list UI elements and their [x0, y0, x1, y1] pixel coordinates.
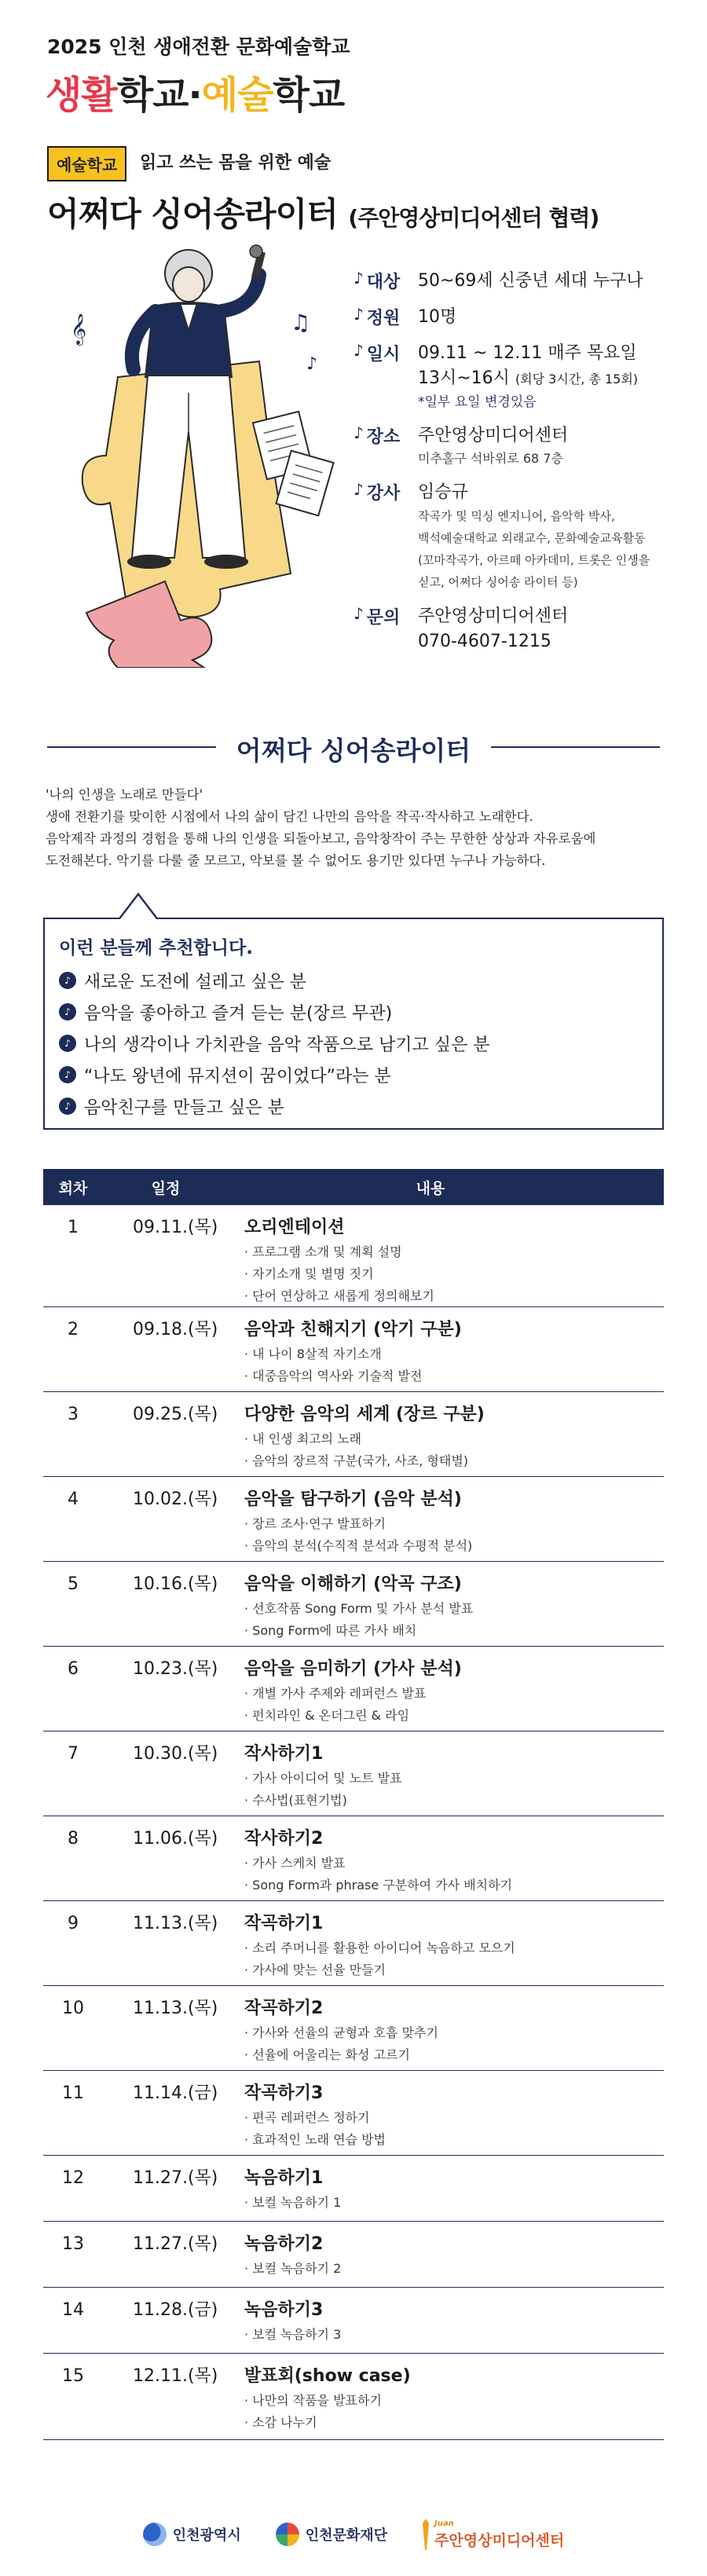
recommend-list	[59, 965, 490, 1122]
info-date-line1: 09.11 ~ 12.11 매주 목요일	[418, 343, 637, 363]
info-date-label: 일시	[366, 345, 401, 365]
info-target	[354, 269, 683, 294]
row-item: · 음악의 분석(수직적 분석과 수평적 분석)	[244, 1535, 664, 1557]
row-title: 녹음하기3	[244, 2300, 324, 2320]
row-date: 12.11.(목)	[133, 2366, 218, 2386]
course-title-text: 어쩌다 싱어송라이터	[47, 195, 338, 233]
row-content	[229, 2082, 664, 2155]
info-date-warning: *일부 요일 변경있음	[418, 394, 537, 410]
row-content	[229, 2365, 664, 2439]
speech-notch-inner	[120, 896, 156, 919]
intro-line: 생애 전환기를 맞이한 시점에서 나의 삶이 담긴 나만의 음악을 작곡·작사하고 노래한다.	[46, 809, 533, 824]
table-row	[43, 2156, 664, 2222]
row-content	[229, 1488, 664, 1561]
table-row	[43, 2071, 664, 2156]
row-item: · Song Form에 따른 가사 배치	[244, 1620, 664, 1642]
row-title: 녹음하기1	[244, 2168, 324, 2188]
row-date: 11.13.(목)	[133, 1914, 218, 1933]
info-instructor-desc: (꼬마작곡가, 아르떼 아카데미, 트롯은 인생을	[418, 553, 650, 567]
info-list	[354, 269, 683, 665]
row-item-list	[244, 1683, 664, 1727]
row-content	[229, 1742, 664, 1816]
info-place	[354, 423, 683, 469]
info-contact-phone: 070-4607-1215	[418, 632, 551, 651]
row-date: 11.27.(목)	[133, 2234, 218, 2254]
header-content: 내용	[416, 1179, 445, 1197]
table-row	[43, 2354, 664, 2440]
program-year: 2025 인천 생애전환 문화예술학교	[47, 35, 350, 58]
row-session-number: 12	[62, 2168, 84, 2188]
row-item: · 내 나이 8살적 자기소개	[244, 1343, 664, 1365]
section-heading	[47, 731, 660, 766]
row-content	[229, 1318, 664, 1391]
row-item: · 자기소개 및 별명 짓기	[244, 1263, 664, 1285]
row-item: · 대중음악의 역사와 기술적 발전	[244, 1365, 664, 1387]
row-session-number: 6	[68, 1659, 79, 1679]
header-session: 회차	[58, 1179, 88, 1197]
table-row	[43, 1392, 664, 1477]
music-note-icon: ♫	[291, 310, 311, 335]
row-title: 녹음하기2	[244, 2234, 324, 2254]
row-item-list	[244, 1937, 664, 1981]
row-title: 다양한 음악의 세계 (장르 구분)	[244, 1405, 485, 1424]
music-note-icon: ♪	[354, 305, 364, 324]
info-contact	[354, 604, 683, 654]
row-item-list	[244, 2258, 664, 2280]
incheon-foundation-logo: 인천문화재단	[276, 2523, 387, 2546]
info-place-label: 장소	[366, 427, 401, 447]
info-date-line2: 13시~16시	[418, 368, 510, 388]
table-row	[43, 1647, 664, 1731]
school-name-part1: 생활	[46, 73, 117, 117]
row-item-list	[244, 1513, 664, 1557]
row-item: · Song Form과 phrase 구분하여 가사 배치하기	[244, 1874, 664, 1896]
row-item: · 음악의 장르적 구분(국가, 사조, 형태별)	[244, 1450, 664, 1472]
row-content	[229, 1912, 664, 1985]
row-item: · 소리 주머니를 활용한 아이디어 녹음하고 모으기	[244, 1937, 664, 1959]
row-item-list	[244, 1343, 664, 1387]
row-item: · 가사와 선율의 균형과 호흡 맞추기	[244, 2022, 664, 2044]
info-capacity-label: 정원	[366, 309, 401, 328]
row-item: · 가사 아이디어 및 노트 발표	[244, 1768, 664, 1790]
row-item: · 효과적인 노래 연습 방법	[244, 2129, 664, 2151]
treble-clef-icon: 𝄞	[71, 313, 87, 345]
row-content	[229, 2167, 664, 2221]
singer-illustration	[71, 244, 354, 668]
row-content	[229, 2233, 664, 2287]
row-session-number: 1	[68, 1218, 79, 1237]
row-item-list	[244, 2390, 664, 2434]
music-note-icon: ♪	[354, 604, 364, 623]
row-item-list	[244, 1852, 664, 1896]
row-date: 09.18.(목)	[133, 1320, 218, 1339]
row-item-list	[244, 2107, 664, 2151]
row-item: · 펀치라인 & 온더그린 & 라임	[244, 1705, 664, 1727]
row-title: 작곡하기2	[244, 1999, 324, 2018]
foundation-emblem-icon	[276, 2523, 299, 2546]
info-instructor	[354, 480, 683, 593]
table-row	[43, 2288, 664, 2354]
school-name-part4: 학교	[273, 73, 345, 117]
row-session-number: 11	[62, 2083, 84, 2103]
table-body	[43, 1205, 664, 2440]
category-tag: 예술학교	[47, 146, 126, 181]
row-item-list	[244, 1598, 664, 1642]
row-date: 11.13.(목)	[133, 1999, 218, 2018]
row-date: 10.23.(목)	[133, 1659, 218, 1679]
row-title: 음악을 이해하기 (악곡 구조)	[244, 1574, 462, 1594]
school-name-part3: 예술	[201, 73, 273, 117]
info-contact-label: 문의	[366, 608, 401, 628]
row-content	[229, 1216, 664, 1306]
schedule-table	[43, 1169, 664, 2440]
category-subtitle: 읽고 쓰는 몸을 위한 예술	[140, 153, 332, 173]
media-center-emblem-icon	[422, 2519, 430, 2550]
course-title	[47, 189, 599, 236]
row-session-number: 13	[62, 2234, 84, 2254]
row-title: 작곡하기3	[244, 2083, 324, 2103]
row-item: · 프로그램 소개 및 계획 설명	[244, 1241, 664, 1263]
row-session-number: 7	[68, 1744, 79, 1764]
row-session-number: 2	[68, 1320, 79, 1339]
music-note-icon: ♪	[59, 1003, 76, 1021]
info-target-label: 대상	[366, 273, 401, 292]
row-title: 작곡하기1	[244, 1914, 324, 1933]
row-item: · 편곡 레퍼런스 정하기	[244, 2107, 664, 2129]
section-title: 어쩌다 싱어송라이터	[236, 735, 471, 766]
row-date: 11.27.(목)	[133, 2168, 218, 2188]
incheon-emblem-icon	[143, 2523, 167, 2546]
row-item: · 가사에 맞는 선율 만들기	[244, 1959, 664, 1981]
music-note-icon: ♪	[59, 972, 76, 989]
music-note-icon: ♪	[59, 1035, 76, 1052]
row-item: · 단어 연상하고 새롭게 정의해보기	[244, 1285, 664, 1307]
row-item-list	[244, 1428, 664, 1472]
row-date: 10.16.(목)	[133, 1574, 218, 1594]
row-item: · 보컬 녹음하기 2	[244, 2258, 664, 2280]
recommend-item: ♪ 새로운 도전에 설레고 싶은 분	[59, 965, 490, 996]
row-item-list	[244, 2022, 664, 2066]
music-note-icon: ♪	[354, 423, 364, 442]
row-title: 작사하기2	[244, 1829, 324, 1849]
row-date: 09.11.(목)	[133, 1218, 218, 1237]
row-content	[229, 1827, 664, 1900]
row-session-number: 14	[62, 2300, 84, 2320]
table-row	[43, 1816, 664, 1901]
footer-logos	[0, 2511, 707, 2558]
row-date: 09.25.(목)	[133, 1405, 218, 1424]
incheon-city-logo: 인천광역시	[143, 2523, 241, 2546]
row-content	[229, 1997, 664, 2070]
school-name-dot: ·	[188, 73, 202, 117]
info-instructor-desc: 작곡가 및 믹싱 엔지니어, 음악학 박사,	[418, 509, 615, 523]
row-item: · 보컬 녹음하기 1	[244, 2192, 664, 2214]
row-item: · 내 인생 최고의 노래	[244, 1428, 664, 1450]
school-name-part2: 학교	[116, 73, 189, 117]
recommend-item: ♪ “나도 왕년에 뮤지션이 꿈이었다”라는 분	[59, 1059, 490, 1090]
table-row	[43, 1562, 664, 1647]
row-date: 10.30.(목)	[133, 1744, 218, 1764]
row-content	[229, 2299, 664, 2353]
info-capacity	[354, 305, 683, 330]
recommend-item: ♪ 음악친구를 만들고 싶은 분	[59, 1090, 490, 1122]
music-note-icon: ♪	[59, 1097, 76, 1115]
info-capacity-value: 10명	[418, 307, 457, 327]
row-content	[229, 1403, 664, 1476]
row-item: · 장르 조사·연구 발표하기	[244, 1513, 664, 1535]
row-title: 음악을 탐구하기 (음악 분석)	[244, 1490, 462, 1509]
juan-media-center-logo: Juan 주안영상미디어센터	[422, 2519, 564, 2550]
row-item-list	[244, 2324, 664, 2346]
recommend-box	[43, 918, 664, 1130]
row-date: 11.14.(금)	[133, 2083, 218, 2103]
recommend-item: ♪ 나의 생각이나 가치관을 음악 작품으로 남기고 싶은 분	[59, 1028, 490, 1059]
table-row	[43, 1307, 664, 1392]
row-session-number: 10	[62, 1999, 84, 2018]
table-row	[43, 1477, 664, 1562]
row-content	[229, 1573, 664, 1646]
row-date: 11.06.(목)	[133, 1829, 218, 1849]
music-note-icon: ♪	[306, 354, 318, 374]
row-item-list	[244, 2192, 664, 2214]
row-session-number: 3	[68, 1405, 79, 1424]
table-row	[43, 2222, 664, 2288]
info-instructor-desc: 백석예술대학교 외래교수, 문화예술교육활동	[418, 531, 646, 545]
row-item-list	[244, 1241, 664, 1307]
row-title: 오리엔테이션	[244, 1218, 345, 1237]
info-date-note: (회당 3시간, 총 15회)	[515, 372, 639, 387]
music-note-icon: ♪	[59, 1066, 76, 1083]
intro-line: 도전해본다. 악기를 다룰 줄 모르고, 악보를 볼 수 없어도 용기만 있다면 누구나 가능하다.	[46, 853, 546, 868]
info-instructor-label: 강사	[366, 484, 401, 504]
table-row	[43, 1901, 664, 1986]
intro-line: 음악제작 과정의 경험을 통해 나의 인생을 되돌아보고, 음악창작이 주는 무한한 상상과 자유로움에	[46, 831, 596, 846]
info-date	[354, 341, 683, 412]
row-session-number: 4	[68, 1490, 79, 1509]
row-item: · 수사법(표현기법)	[244, 1790, 664, 1812]
course-intro	[46, 784, 666, 872]
music-note-icon: ♪	[354, 269, 364, 288]
row-item: · 선호작품 Song Form 및 가사 분석 발표	[244, 1598, 664, 1620]
row-session-number: 5	[68, 1574, 79, 1594]
header-date: 일정	[151, 1179, 181, 1197]
row-title: 발표회(show case)	[244, 2366, 411, 2386]
table-row	[43, 1986, 664, 2071]
music-note-icon: ♪	[354, 480, 364, 499]
table-row	[43, 1731, 664, 1816]
music-note-icon: ♪	[354, 341, 364, 360]
row-item: · 개별 가사 주제와 레퍼런스 발표	[244, 1683, 664, 1705]
row-item: · 선율에 어울리는 화성 고르기	[244, 2044, 664, 2066]
table-row	[43, 1205, 664, 1307]
row-item: · 소감 나누기	[244, 2412, 664, 2434]
info-place-address: 미추홀구 석바위로 68 7층	[418, 451, 563, 466]
row-session-number: 15	[62, 2366, 84, 2386]
info-instructor-desc: 싣고, 어쩌다 싱어송 라이터 등)	[418, 575, 578, 589]
row-date: 10.02.(목)	[133, 1490, 218, 1509]
row-item: · 보컬 녹음하기 3	[244, 2324, 664, 2346]
info-target-value: 50~69세 신중년 세대 누구나	[418, 271, 643, 291]
row-item-list	[244, 1768, 664, 1812]
info-contact-value: 주안영상미디어센터	[418, 606, 569, 626]
row-session-number: 8	[68, 1829, 79, 1849]
intro-line: '나의 인생을 노래로 만들다'	[46, 787, 203, 802]
school-name	[46, 64, 344, 119]
info-instructor-name: 임승규	[418, 482, 468, 502]
row-item: · 가사 스케치 발표	[244, 1852, 664, 1874]
row-title: 음악을 음미하기 (가사 분석)	[244, 1659, 462, 1679]
row-title: 음악과 친해지기 (악기 구분)	[244, 1320, 462, 1339]
row-item: · 나만의 작품을 발표하기	[244, 2390, 664, 2412]
info-place-value: 주안영상미디어센터	[418, 426, 569, 445]
table-header	[43, 1169, 664, 1205]
partner-text: (주안영상미디어센터 협력)	[348, 205, 599, 231]
recommend-item: ♪ 음악을 좋아하고 즐겨 듣는 분(장르 무관)	[59, 996, 490, 1028]
row-session-number: 9	[68, 1914, 79, 1933]
row-date: 11.28.(금)	[133, 2300, 218, 2320]
row-title: 작사하기1	[244, 1744, 324, 1764]
recommend-title: 이런 분들께 추천합니다.	[59, 938, 253, 958]
row-content	[229, 1658, 664, 1731]
